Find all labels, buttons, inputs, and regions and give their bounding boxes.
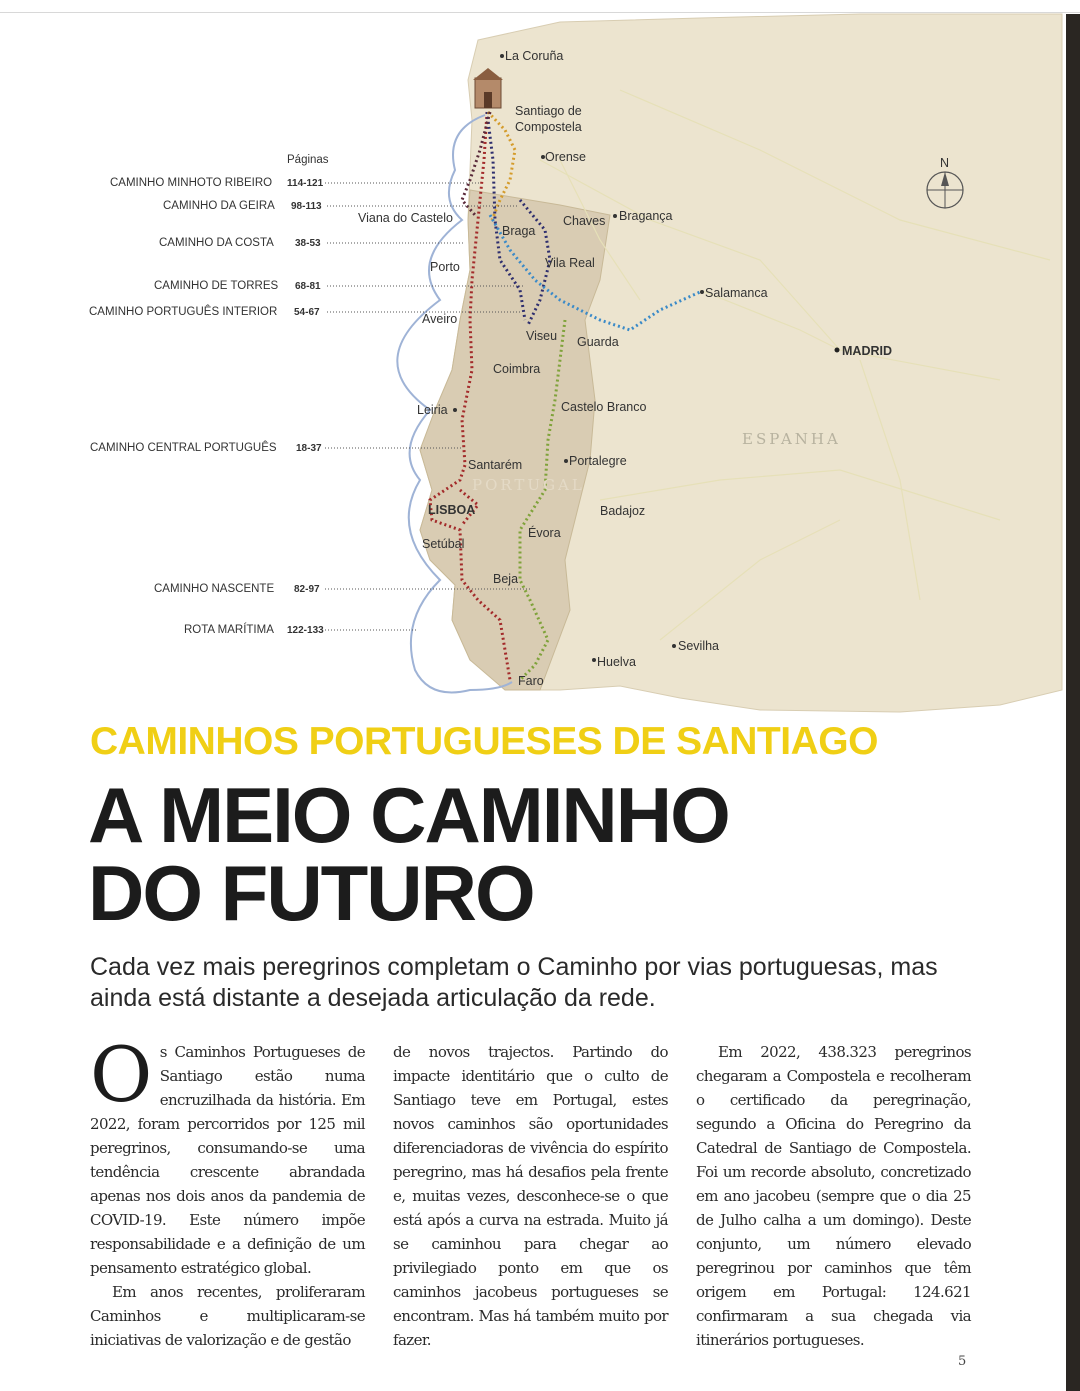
city-madrid: MADRID	[842, 344, 892, 358]
svg-text:CAMINHO DE TORRES: CAMINHO DE TORRES	[154, 280, 279, 292]
city-viseu: Viseu	[526, 329, 558, 343]
city-portalegre: Portalegre	[569, 454, 627, 468]
title-line-1: A MEIO CAMINHO	[88, 771, 729, 859]
city-huelva: Huelva	[597, 655, 636, 669]
city-braga: Braga	[502, 224, 536, 238]
svg-text:38-53: 38-53	[295, 238, 321, 249]
article-title	[88, 771, 988, 937]
city-sevilha: Sevilha	[678, 639, 719, 653]
country-portugal: PORTUGAL	[472, 476, 585, 494]
svg-text:114-121: 114-121	[287, 178, 324, 189]
drop-cap: O	[90, 1030, 152, 1119]
city-vila-real: Vila Real	[545, 256, 595, 270]
country-spain: ESPANHA	[742, 430, 841, 448]
city-evora: Évora	[528, 526, 561, 540]
svg-text:N: N	[940, 156, 950, 170]
city-santiago: Santiago de	[515, 104, 582, 118]
title-line-2: DO FUTURO	[88, 849, 534, 937]
paragraph: Os Caminhos Portugueses de Santiago estão numa encruzilhada da história. Em 2022, foram percorridos por 125 mil peregrinos, consumando-se uma tendência crescente abrandada apenas nos dois anos da pandemia de COVID-19. Este número impõe responsabilidade e a definição de um pensamento estratégico global.	[90, 1030, 365, 1277]
city-leiria: Leiria	[417, 403, 448, 417]
svg-text:CAMINHO CENTRAL PORTUGUÊS: CAMINHO CENTRAL PORTUGUÊS	[90, 442, 277, 454]
svg-text:ROTA MARÍTIMA: ROTA MARÍTIMA	[184, 624, 274, 636]
city-setubal: Setúbal	[422, 537, 465, 551]
city-faro: Faro	[518, 674, 544, 688]
pages-heading: Páginas	[287, 154, 329, 166]
page-number: 5	[958, 1354, 967, 1369]
city-la-coruna: La Coruña	[505, 49, 564, 63]
svg-text:122-133: 122-133	[287, 625, 324, 636]
paragraph: de novos trajectos. Partindo do impacte identitário que o culto de Santiago teve em Portugal, estes novos caminhos são oportunidades diferenciadoras de vivência do espírito peregrino, mas há desafios pela frente e, muitas vezes, desconhece-se o que está após a curva na estrada. Muito já se caminhou para chegar ao privilegiado ponto em que os caminhos jacobeus portugueses se encontram. Mas há também muito por fazer.	[393, 1043, 668, 1349]
paragraph: Em 2022, 438.323 peregrinos chegaram a Compostela e recolheram o certificado da peregrinação, segundo a Oficina do Peregrino da Catedral de Santiago de Compostela. Foi um recorde absoluto, concretizado em ano jacobeu (sempre que o dia 25 de Julho calha a um domingo). Deste conjunto, um número elevado peregrinou por caminhos que têm origem em Portugal: 124.621 confirmaram a sua chegada via itinerários portugueses.	[696, 1043, 971, 1349]
svg-text:CAMINHO NASCENTE: CAMINHO NASCENTE	[154, 583, 275, 595]
route-entry	[90, 441, 462, 454]
body-column-2	[393, 1040, 668, 1352]
route-entry	[110, 177, 480, 189]
body-column-3	[696, 1040, 971, 1352]
city-lisboa: LISBOA	[428, 503, 476, 517]
city-chaves: Chaves	[563, 214, 606, 228]
city-salamanca: Salamanca	[705, 286, 768, 300]
city-aveiro: Aveiro	[422, 312, 458, 326]
svg-text:68-81: 68-81	[295, 281, 321, 292]
svg-text:CAMINHO PORTUGUÊS INTERIOR: CAMINHO PORTUGUÊS INTERIOR	[89, 306, 278, 318]
svg-text:82-97: 82-97	[294, 584, 320, 595]
route-entry	[159, 237, 465, 249]
city-viana: Viana do Castelo	[358, 211, 453, 225]
city-badajoz: Badajoz	[600, 504, 646, 518]
article-subtitle: Cada vez mais peregrinos completam o Caminho por vias portuguesas, mas ainda está distante a desejada articulação da rede.	[90, 953, 938, 1012]
svg-text:54-67: 54-67	[294, 307, 320, 318]
city-beja: Beja	[493, 572, 519, 586]
article-kicker: CAMINHOS PORTUGUESES DE SANTIAGO	[90, 720, 878, 763]
svg-text:98-113: 98-113	[291, 201, 322, 212]
city-coimbra: Coimbra	[493, 362, 541, 376]
city-guarda: Guarda	[577, 335, 619, 349]
city-porto: Porto	[430, 260, 460, 274]
city-braganca: Bragança	[619, 209, 673, 223]
city-orense: Orense	[545, 150, 586, 164]
svg-text:CAMINHO MINHOTO RIBEIRO: CAMINHO MINHOTO RIBEIRO	[110, 177, 273, 189]
paragraph: Em anos recentes, proliferaram Caminhos e multiplicaram-se iniciativas de valorização e de gestão	[90, 1283, 365, 1349]
route-entry	[184, 623, 418, 636]
svg-text:18-37: 18-37	[296, 443, 322, 454]
page-edge	[1066, 14, 1080, 1391]
body-column-1	[90, 1030, 365, 1352]
svg-text:CAMINHO DA COSTA: CAMINHO DA COSTA	[159, 237, 274, 249]
city-santarem: Santarém	[468, 458, 523, 472]
svg-text:Compostela: Compostela	[515, 120, 582, 134]
city-castelo-branco: Castelo Branco	[561, 400, 647, 414]
svg-text:CAMINHO DA GEIRA: CAMINHO DA GEIRA	[163, 200, 275, 212]
